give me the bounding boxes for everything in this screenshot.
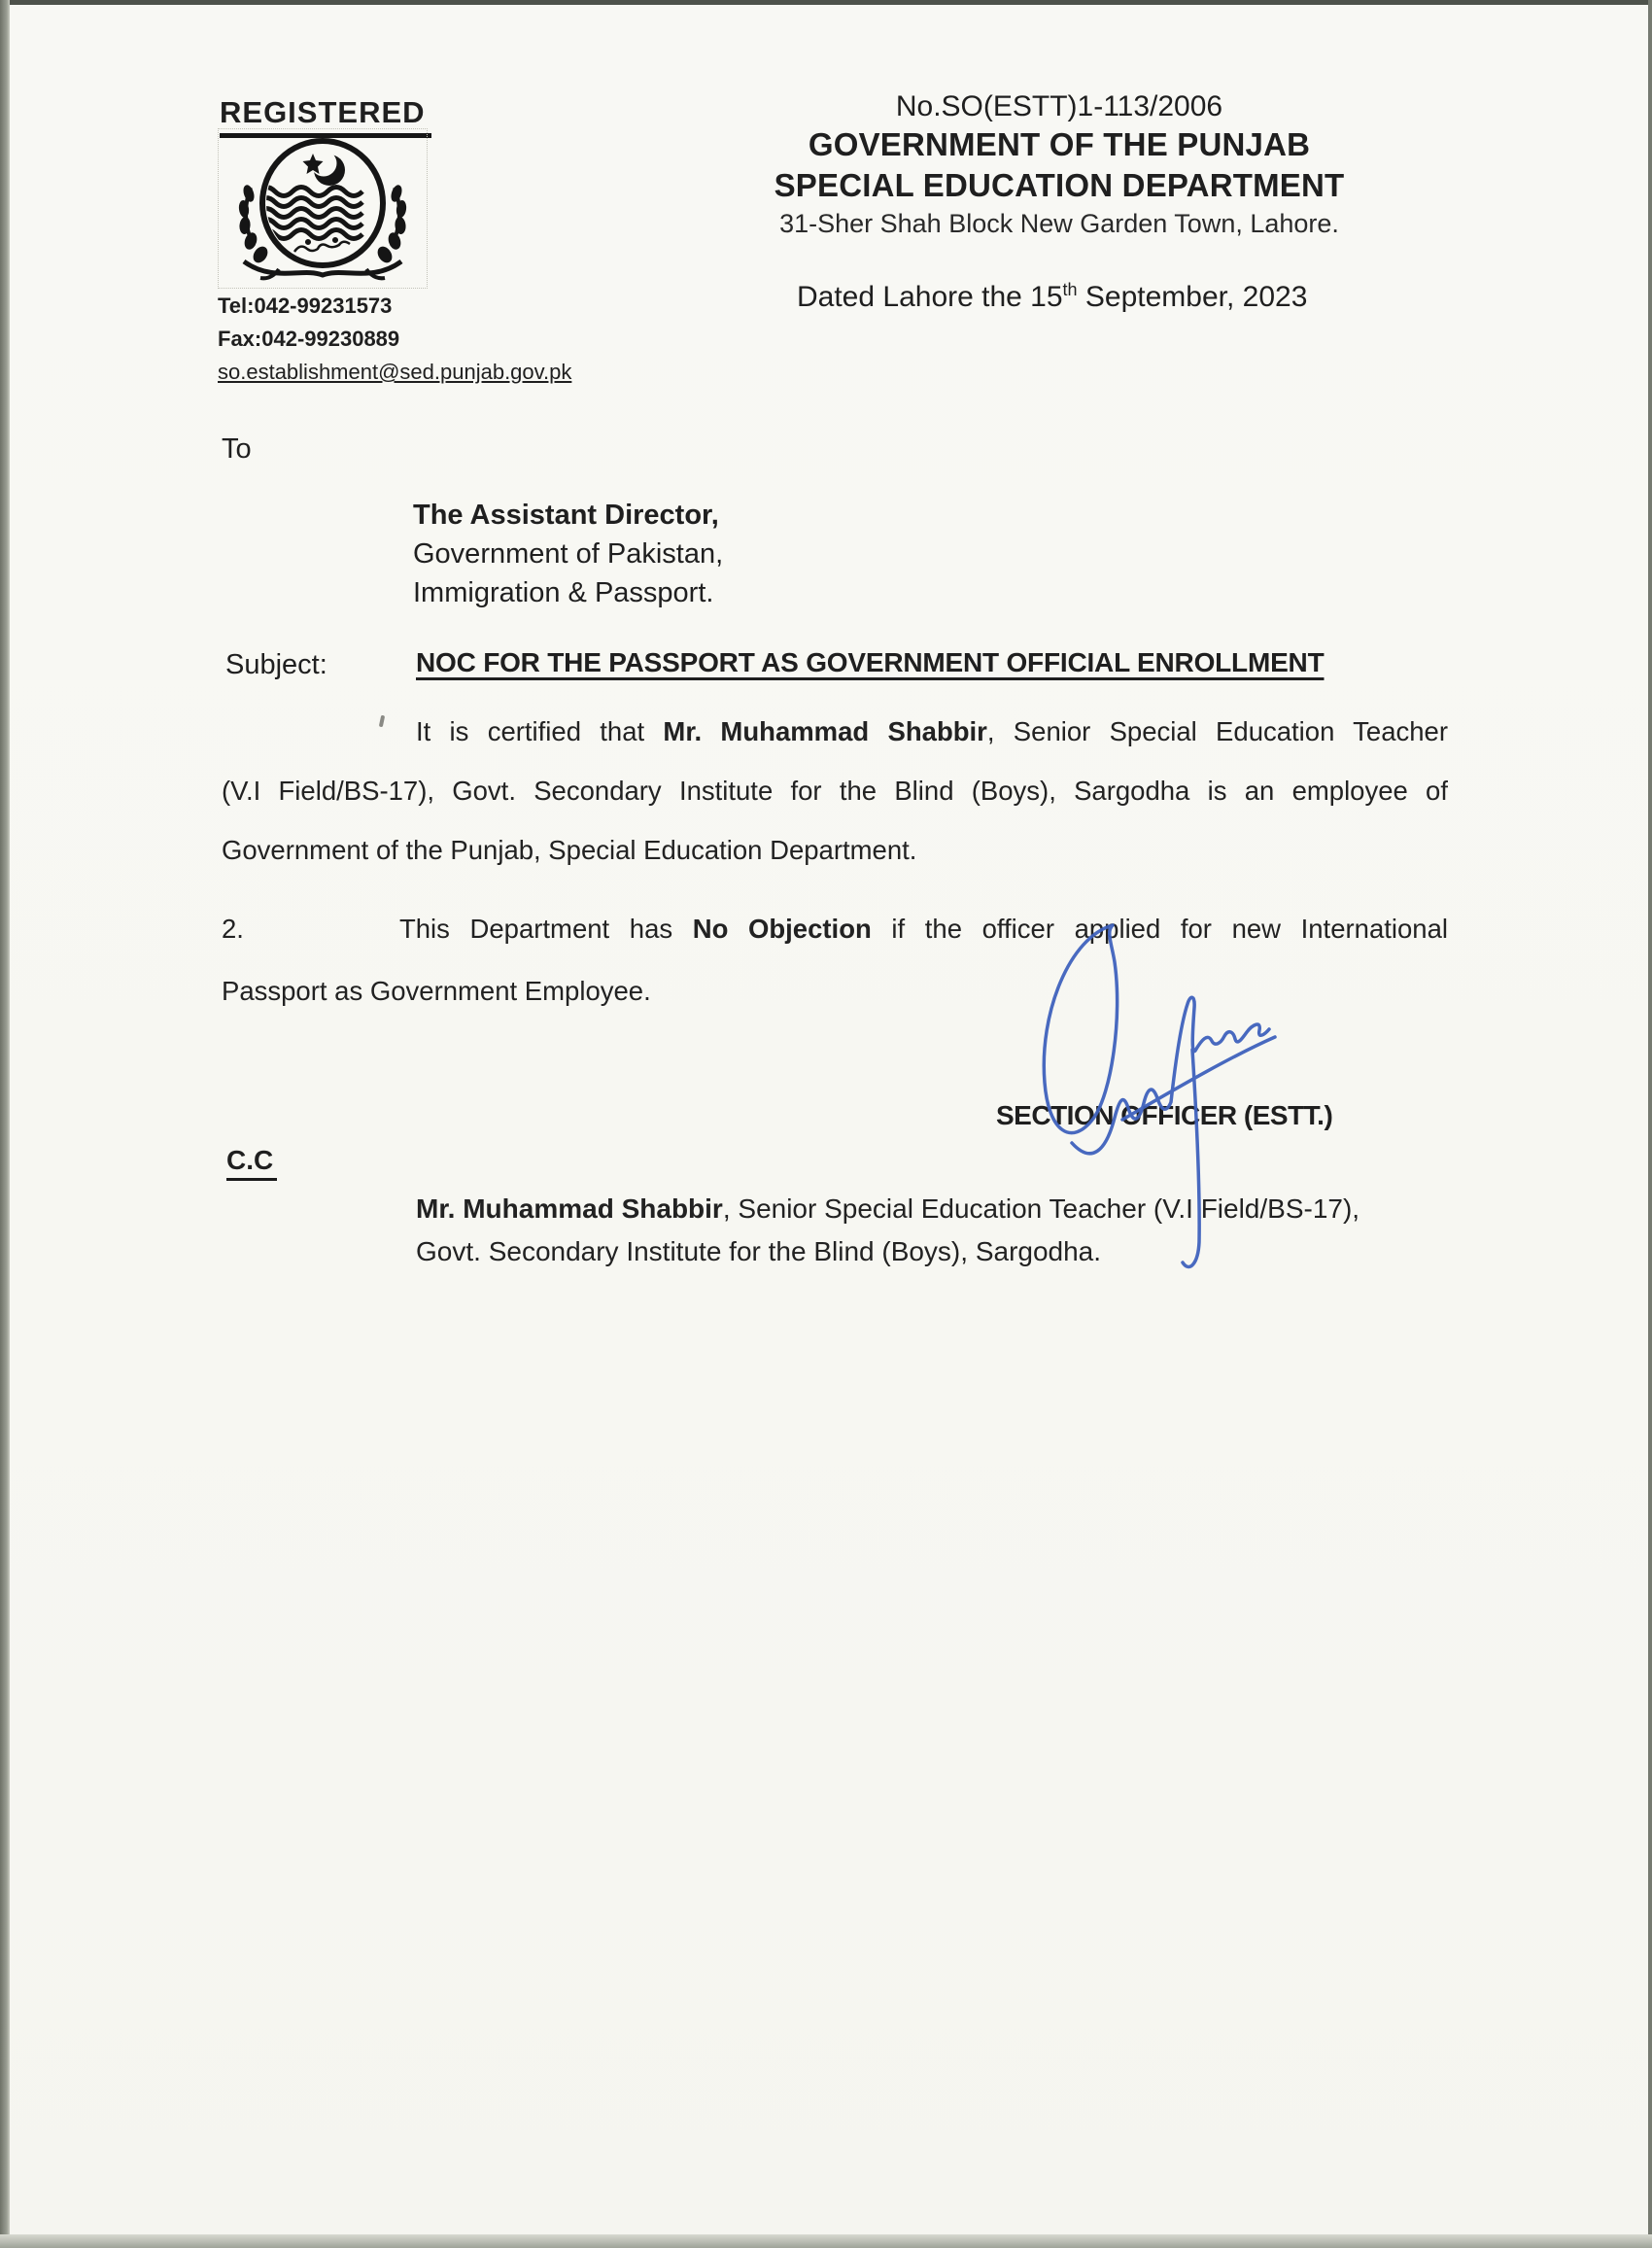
para1-line1-pre: It is certified that bbox=[416, 716, 664, 746]
scan-edge-bottom bbox=[0, 2234, 1652, 2248]
ref-number: No.SO(ESTT)1-113/2006 bbox=[895, 90, 1223, 122]
para1-line1-name: Mr. Muhammad Shabbir bbox=[663, 716, 987, 746]
signer-title: SECTION OFFICER (ESTT.) bbox=[996, 1100, 1333, 1130]
cc-line2: Govt. Secondary Institute for the Blind (Boys), Sargodha. bbox=[416, 1236, 1102, 1266]
cc-label: C.C bbox=[226, 1145, 277, 1181]
addressee-block bbox=[413, 496, 723, 612]
scan-edge-right bbox=[1648, 0, 1652, 2248]
para1-line1 bbox=[222, 702, 1448, 761]
para2-line1-pre: This Department has bbox=[398, 914, 693, 944]
to-label: To bbox=[222, 433, 252, 465]
date-prefix: Dated Lahore the 15 bbox=[797, 281, 1063, 313]
org-name: GOVERNMENT OF THE PUNJAB bbox=[808, 126, 1311, 162]
punjab-government-crest-logo bbox=[218, 128, 428, 289]
subject-label: Subject: bbox=[225, 649, 327, 680]
contact-block bbox=[218, 290, 571, 389]
date-suffix: September, 2023 bbox=[1077, 281, 1308, 313]
scan-edge-left bbox=[0, 0, 10, 2248]
dept-address: 31-Sher Shah Block New Garden Town, Lahore. bbox=[779, 209, 1339, 238]
para2-line1-post: if the officer applied for new International bbox=[871, 914, 1448, 944]
contact-fax: Fax:042-99230889 bbox=[218, 327, 400, 351]
scan-edge-top bbox=[0, 0, 1652, 5]
date-line bbox=[797, 280, 1307, 314]
para1-line3: Government of the Punjab, Special Education Department. bbox=[222, 835, 917, 865]
subject-text: NOC FOR THE PASSPORT AS GOVERNMENT OFFICIAL ENROLLMENT bbox=[416, 647, 1325, 677]
letterhead bbox=[700, 89, 1419, 241]
body-paragraph-1 bbox=[222, 702, 1448, 880]
para2-line1-bold: No Objection bbox=[692, 914, 872, 944]
contact-tel: Tel:042-99231573 bbox=[218, 294, 393, 318]
paragraph-number: 2. bbox=[222, 914, 244, 944]
crest-svg bbox=[219, 129, 427, 287]
registered-stamp: REGISTERED bbox=[220, 95, 431, 138]
addressee-line: Government of Pakistan, bbox=[413, 538, 724, 570]
addressee-line: Immigration & Passport. bbox=[413, 577, 714, 608]
dept-name: SPECIAL EDUCATION DEPARTMENT bbox=[774, 167, 1345, 203]
handwritten-signature-ink bbox=[1006, 912, 1297, 1281]
para2-line2: Passport as Government Employee. bbox=[222, 976, 651, 1006]
date-ordinal: th bbox=[1062, 280, 1078, 299]
para1-line1-post: , Senior Special Education Teacher bbox=[986, 716, 1448, 746]
cc-line1-name: Mr. Muhammad Shabbir bbox=[416, 1193, 723, 1224]
cc-line1-post: , Senior Special Education Teacher (V.I Field/BS-17), bbox=[722, 1193, 1360, 1224]
river-waves-icon bbox=[258, 188, 362, 239]
contact-email: so.establishment@sed.punjab.gov.pk bbox=[218, 360, 572, 384]
crescent-star-icon bbox=[303, 151, 346, 187]
para1-line2: (V.I Field/BS-17), Govt. Secondary Institute for the Blind (Boys), Sargodha is an employee of bbox=[222, 776, 1448, 806]
addressee-line: The Assistant Director, bbox=[413, 500, 719, 531]
